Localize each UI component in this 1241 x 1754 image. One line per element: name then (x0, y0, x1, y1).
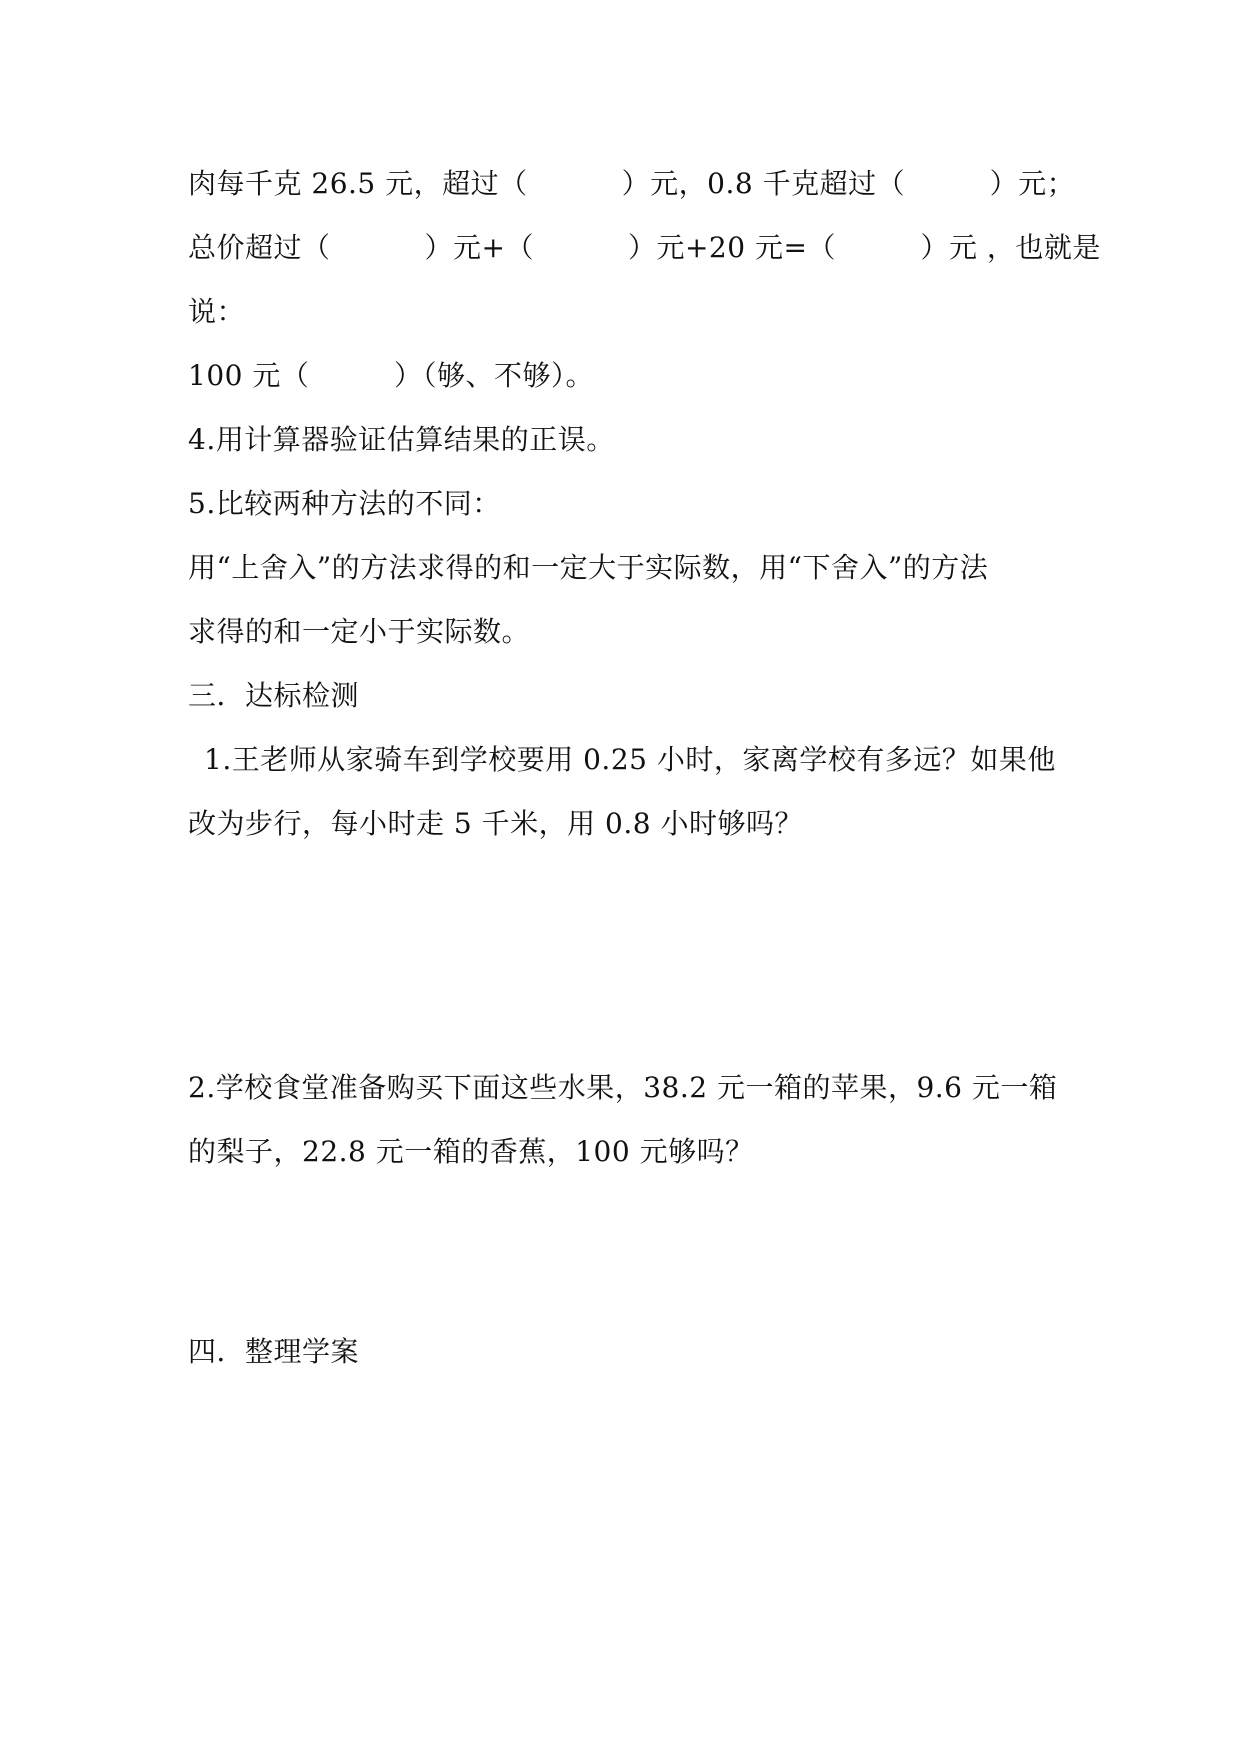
text-line-round-up-explain: 用“上舍入”的方法求得的和一定大于实际数，用“下舍入”的方法 (188, 551, 989, 584)
text-line-100-yuan-enough: 100 元（ ）（够、不够）。 (188, 359, 594, 392)
text-line-that-is: 说： (188, 295, 246, 328)
text-line-round-down-explain: 求得的和一定小于实际数。 (188, 615, 531, 648)
section-heading-3: 三．达标检测 (188, 679, 360, 712)
section-heading-4: 四．整理学案 (188, 1335, 360, 1368)
text-line-price-per-kg: 肉每千克 26.5 元，超过（ ）元，0.8 千克超过（ ）元； (188, 167, 1076, 200)
text-line-total-exceed: 总价超过（ ）元+（ ）元+20 元=（ ）元 ，也就是 (188, 231, 1101, 264)
question-2-line-2: 的梨子，22.8 元一箱的香蕉，100 元够吗？ (188, 1135, 754, 1168)
question-1-line-2: 改为步行，每小时走 5 千米，用 0.8 小时够吗？ (188, 807, 803, 840)
text-line-step-4: 4.用计算器验证估算结果的正误。 (188, 423, 615, 456)
question-2-line-1: 2.学校食堂准备购买下面这些水果，38.2 元一箱的苹果，9.6 元一箱 (188, 1071, 1058, 1104)
question-1-line-1: 1.王老师从家骑车到学校要用 0.25 小时，家离学校有多远？如果他 (204, 743, 1056, 776)
text-line-step-5: 5.比较两种方法的不同： (188, 487, 501, 520)
